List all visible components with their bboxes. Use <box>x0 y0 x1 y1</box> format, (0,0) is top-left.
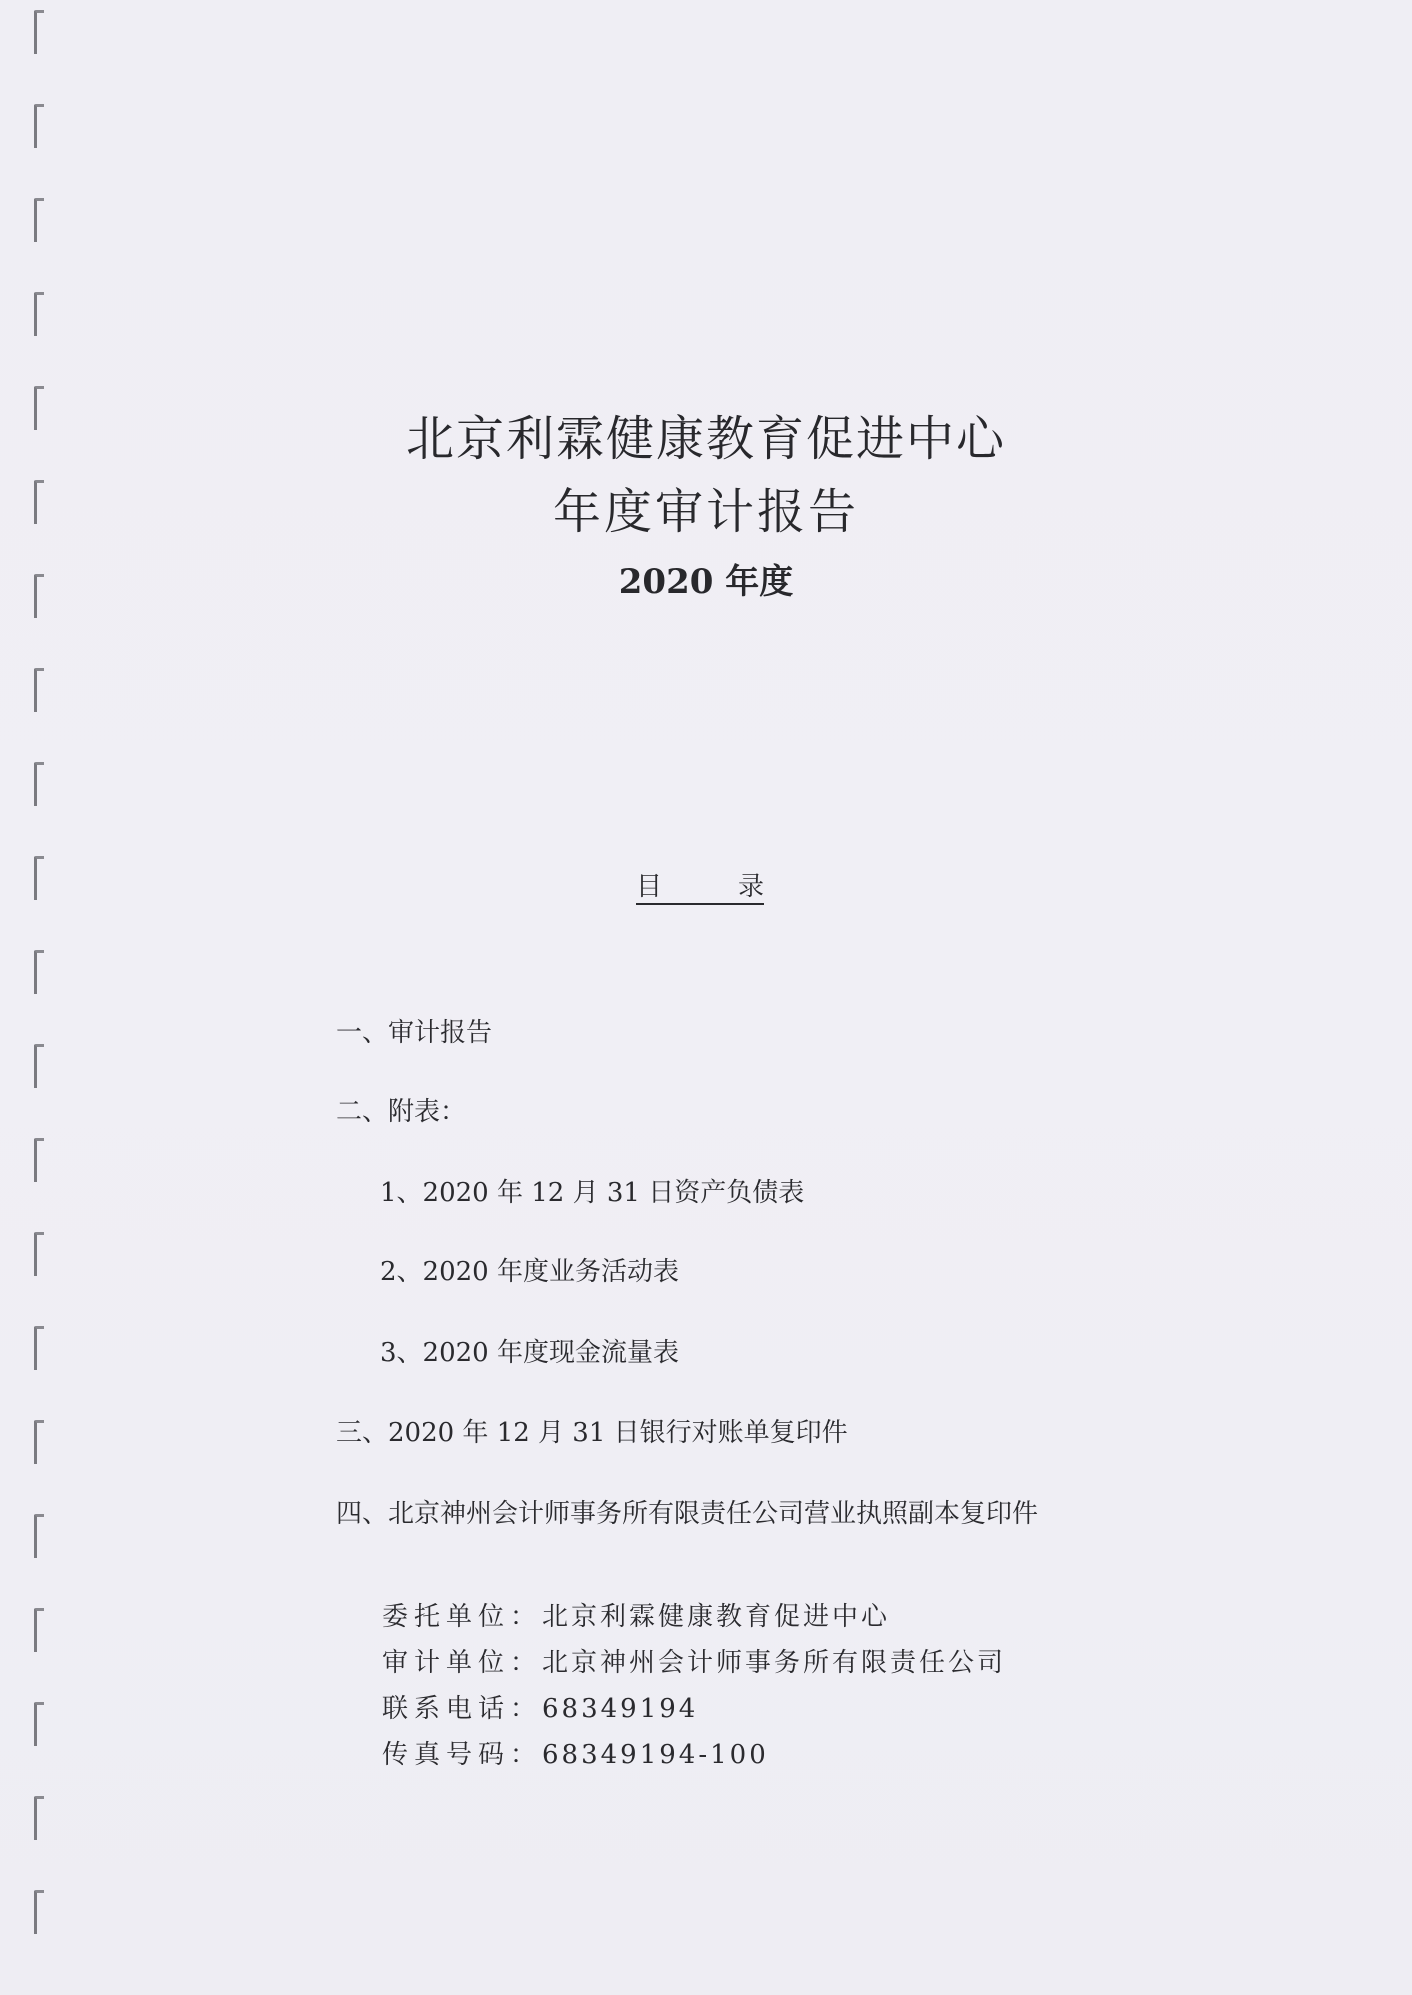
info-auditor-value: 北京神州会计师事务所有限责任公司 <box>542 1648 1007 1678</box>
binding-hole <box>34 1702 44 1746</box>
toc-item-activity-statement: 2、2020 年度业务活动表 <box>380 1257 679 1287</box>
binding-hole <box>34 668 44 712</box>
toc-heading-left: 目 <box>636 872 663 902</box>
organization-title: 北京利霖健康教育促进中心 <box>405 411 1006 467</box>
info-client <box>382 1602 890 1633</box>
toc-item-bank-statement: 三、2020 年 12 月 31 日银行对账单复印件 <box>336 1418 848 1448</box>
info-phone-value: 68349194 <box>542 1694 699 1724</box>
binding-hole <box>34 1514 44 1558</box>
report-title: 年度审计报告 <box>552 484 859 540</box>
toc-item-business-license: 四、北京神州会计师事务所有限责任公司营业执照副本复印件 <box>336 1499 1039 1529</box>
binding-hole <box>34 762 44 806</box>
binding-hole <box>34 104 44 148</box>
toc-item-attachments: 二、附表： <box>336 1097 467 1127</box>
info-fax-label: 传真号码： <box>382 1740 543 1770</box>
info-fax <box>382 1740 769 1771</box>
toc-item-audit-report: 一、审计报告 <box>336 1018 493 1048</box>
binding-hole <box>34 1044 44 1088</box>
info-auditor <box>382 1648 1006 1679</box>
info-auditor-label: 审计单位： <box>382 1648 543 1678</box>
binding-hole <box>34 856 44 900</box>
binding-hole <box>34 1796 44 1840</box>
binding-hole <box>34 1890 44 1934</box>
info-phone-label: 联系电话： <box>382 1694 543 1724</box>
toc-heading-right: 录 <box>737 872 764 902</box>
binding-hole <box>34 10 44 54</box>
binding-hole <box>34 1326 44 1370</box>
binding-holes <box>0 0 70 1995</box>
toc-item-cash-flow: 3、2020 年度现金流量表 <box>380 1338 679 1368</box>
info-client-label: 委托单位： <box>382 1602 543 1632</box>
binding-hole <box>34 1232 44 1276</box>
binding-hole <box>34 1138 44 1182</box>
report-year: 2020 年度 <box>618 562 794 602</box>
toc-heading <box>636 872 764 905</box>
binding-hole <box>34 1608 44 1652</box>
info-phone <box>382 1694 698 1725</box>
binding-hole <box>34 950 44 994</box>
binding-hole <box>34 292 44 336</box>
binding-hole <box>34 198 44 242</box>
info-fax-value: 68349194-100 <box>542 1740 769 1770</box>
binding-hole <box>34 1420 44 1464</box>
toc-item-balance-sheet: 1、2020 年 12 月 31 日资产负债表 <box>380 1178 805 1208</box>
info-client-value: 北京利霖健康教育促进中心 <box>542 1602 891 1632</box>
